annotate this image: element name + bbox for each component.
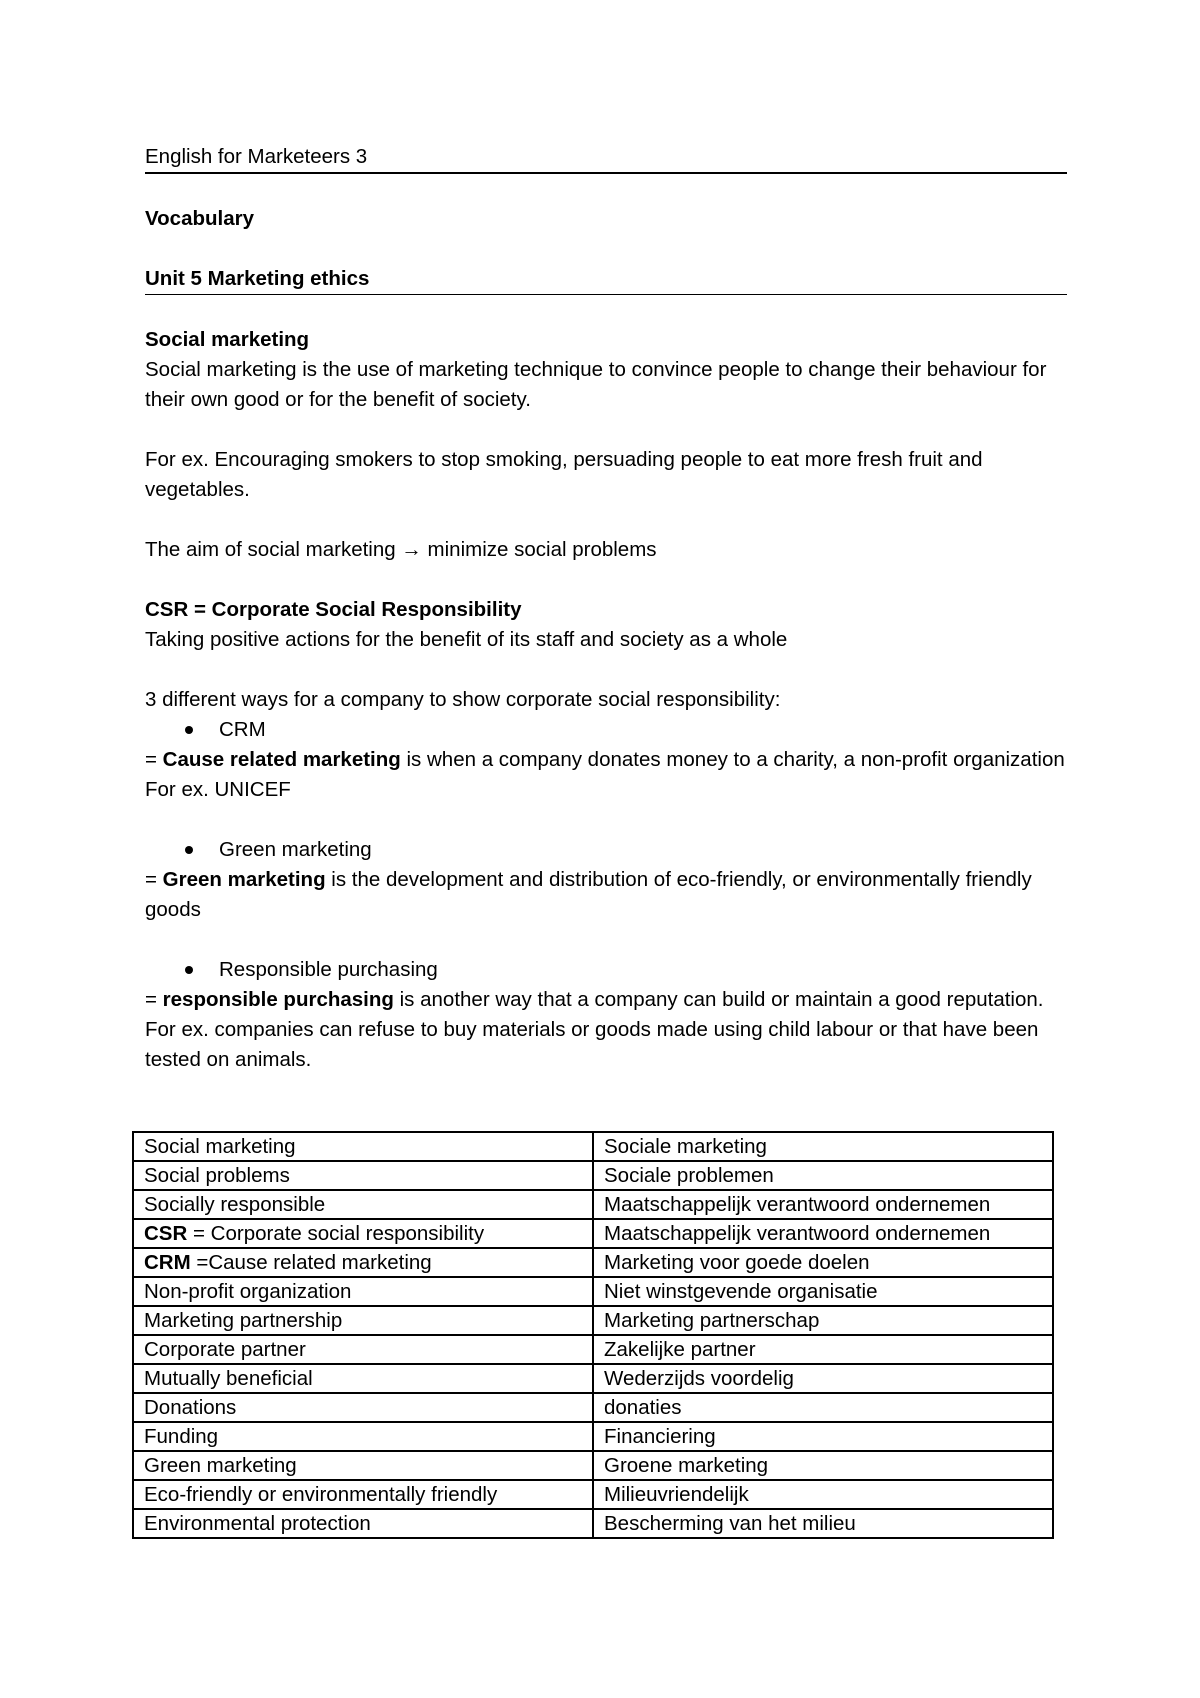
definition-term: Cause related marketing	[162, 748, 401, 771]
definition-prefix: =	[145, 868, 163, 891]
dutch-translation-cell: Marketing partnerschap	[593, 1306, 1053, 1335]
table-row	[133, 1306, 1053, 1335]
dutch-translation-cell: Sociale marketing	[593, 1132, 1053, 1161]
definition-term: Green marketing	[162, 868, 326, 891]
csr-heading: CSR = Corporate Social Responsibility	[145, 598, 522, 621]
document-title: English for Marketeers 3	[145, 142, 1067, 174]
english-term: Donations	[144, 1396, 237, 1419]
bullet-icon	[185, 846, 193, 854]
english-term: Eco-friendly or environmentally friendly	[144, 1483, 498, 1506]
table-row	[133, 1277, 1053, 1306]
social-marketing-aim	[145, 535, 1067, 565]
term-abbreviation: CRM	[144, 1251, 191, 1274]
social-marketing-heading: Social marketing	[145, 328, 310, 351]
responsible-purchasing-definition	[145, 985, 1067, 1015]
bullet-item	[145, 955, 1067, 985]
english-term-cell	[133, 1248, 593, 1277]
english-term-cell	[133, 1480, 593, 1509]
dutch-translation-cell: Maatschappelijk verantwoord ondernemen	[593, 1219, 1053, 1248]
table-row	[133, 1219, 1053, 1248]
english-term-cell	[133, 1219, 593, 1248]
table-row	[133, 1335, 1053, 1364]
english-term: Mutually beneficial	[144, 1367, 313, 1390]
responsible-purchasing-example: For ex. companies can refuse to buy materials or goods made using child labour or that have been tested on animals.	[145, 1018, 1039, 1071]
bullet-label: Responsible purchasing	[219, 958, 438, 981]
crm-definition	[145, 745, 1067, 805]
table-row	[133, 1161, 1053, 1190]
dutch-translation-cell: Marketing voor goede doelen	[593, 1248, 1053, 1277]
english-term-cell	[133, 1190, 593, 1219]
english-term-cell	[133, 1422, 593, 1451]
english-term-cell	[133, 1161, 593, 1190]
definition-prefix: =	[145, 748, 163, 771]
english-term: Non-profit organization	[144, 1280, 352, 1303]
bullet-item	[145, 835, 1067, 865]
dutch-translation-cell: Sociale problemen	[593, 1161, 1053, 1190]
table-row	[133, 1393, 1053, 1422]
english-term-cell	[133, 1393, 593, 1422]
definition-rest: is another way that a company can build or maintain a good reputation.	[393, 988, 1044, 1011]
unit-title: Unit 5 Marketing ethics	[145, 264, 1067, 295]
table-row	[133, 1248, 1053, 1277]
english-term: Social marketing	[144, 1135, 296, 1158]
english-term: Environmental protection	[144, 1512, 371, 1535]
definition-prefix: =	[145, 988, 163, 1011]
bullet-label: CRM	[219, 718, 266, 741]
english-term-cell	[133, 1277, 593, 1306]
english-term: Social problems	[144, 1164, 290, 1187]
english-term: Funding	[144, 1425, 219, 1448]
english-term-cell	[133, 1132, 593, 1161]
english-term-cell	[133, 1364, 593, 1393]
dutch-translation-cell: Niet winstgevende organisatie	[593, 1277, 1053, 1306]
vocabulary-table-body	[133, 1132, 1053, 1538]
green-marketing-definition	[145, 865, 1067, 925]
aim-text-before: The aim of social marketing	[145, 538, 402, 561]
english-term: Corporate partner	[144, 1338, 306, 1361]
table-row	[133, 1509, 1053, 1538]
dutch-translation-cell: Zakelijke partner	[593, 1335, 1053, 1364]
dutch-translation-cell: Financiering	[593, 1422, 1053, 1451]
way-list-purchasing	[145, 955, 1067, 985]
bullet-icon	[185, 726, 193, 734]
dutch-translation-cell: Groene marketing	[593, 1451, 1053, 1480]
english-term: = Corporate social responsibility	[187, 1222, 485, 1245]
social-marketing-definition: Social marketing is the use of marketing technique to convince people to change their behaviour for their own good or for the benefit of society.	[145, 358, 1047, 411]
right-arrow-icon: →	[401, 538, 422, 561]
vocabulary-table	[132, 1131, 1054, 1539]
csr-ways-intro: 3 different ways for a company to show corporate social responsibility:	[145, 688, 781, 711]
document-page	[145, 142, 1067, 1075]
dutch-translation-cell: Maatschappelijk verantwoord ondernemen	[593, 1190, 1053, 1219]
bullet-item	[145, 715, 1067, 745]
english-term-cell	[133, 1451, 593, 1480]
definition-rest: is the development and distribution of eco-friendly, or environmentally friendly goods	[145, 868, 1032, 921]
csr-definition: Taking positive actions for the benefit of its staff and society as a whole	[145, 628, 788, 651]
english-term: Socially responsible	[144, 1193, 326, 1216]
dutch-translation-cell: Bescherming van het milieu	[593, 1509, 1053, 1538]
table-row	[133, 1364, 1053, 1393]
english-term: Marketing partnership	[144, 1309, 343, 1332]
dutch-translation-cell: donaties	[593, 1393, 1053, 1422]
term-abbreviation: CSR	[144, 1222, 188, 1245]
way-list-green	[145, 835, 1067, 865]
social-marketing-example: For ex. Encouraging smokers to stop smoking, persuading people to eat more fresh fruit and vegetables.	[145, 448, 983, 501]
way-list-crm	[145, 715, 1067, 745]
definition-rest: is when a company donates money to a charity, a non-profit organization For ex. UNICEF	[145, 748, 1065, 801]
bullet-label: Green marketing	[219, 838, 372, 861]
english-term-cell	[133, 1335, 593, 1364]
bullet-icon	[185, 966, 193, 974]
definition-term: responsible purchasing	[162, 988, 394, 1011]
table-row	[133, 1190, 1053, 1219]
table-row	[133, 1480, 1053, 1509]
table-row	[133, 1451, 1053, 1480]
dutch-translation-cell: Milieuvriendelijk	[593, 1480, 1053, 1509]
dutch-translation-cell: Wederzijds voordelig	[593, 1364, 1053, 1393]
table-row	[133, 1422, 1053, 1451]
english-term-cell	[133, 1509, 593, 1538]
english-term: Green marketing	[144, 1454, 297, 1477]
table-row	[133, 1132, 1053, 1161]
english-term: =Cause related marketing	[190, 1251, 432, 1274]
english-term-cell	[133, 1306, 593, 1335]
section-heading: Vocabulary	[145, 207, 254, 230]
aim-text-after: minimize social problems	[421, 538, 657, 561]
